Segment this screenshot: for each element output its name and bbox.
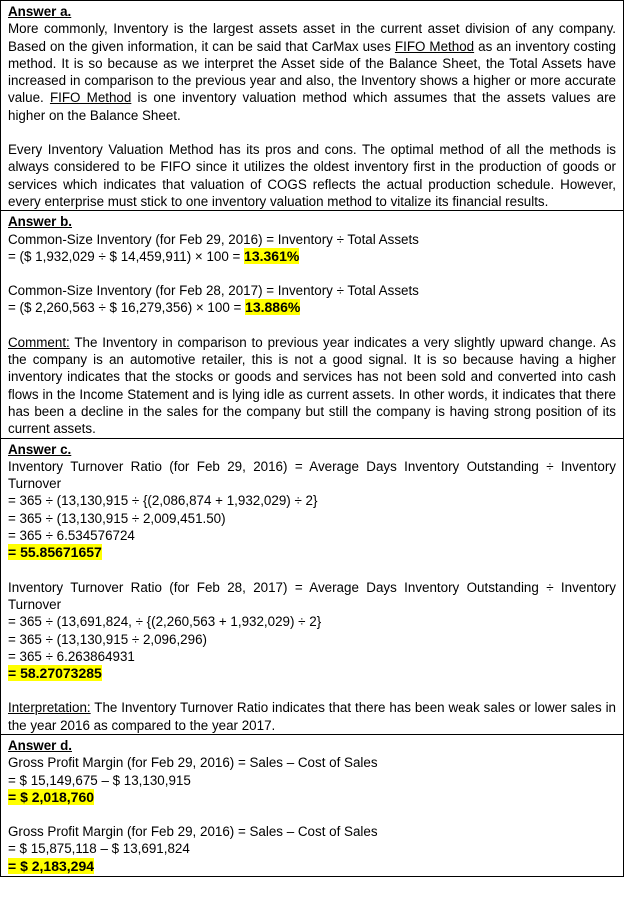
common-size-2016-formula: Common-Size Inventory (for Feb 29, 2016) = Inventory ÷ Total Assets [8, 231, 419, 247]
turnover-2017-step-2: = 365 ÷ (13,130,915 ÷ 2,096,296) [8, 631, 207, 647]
gross-profit-second-calc: = $ 15,875,118 – $ 13,691,824 [8, 841, 190, 857]
common-size-2017-result: 13.886% [245, 299, 301, 316]
answer-d-section [1, 734, 623, 876]
gross-profit-2016-formula: Gross Profit Margin (for Feb 29, 2016) = Sales – Cost of Sales [8, 755, 378, 771]
answer-b-section [1, 210, 623, 437]
turnover-2016-step-3: = 365 ÷ 6.534576724 [8, 528, 135, 544]
turnover-2016-step-2: = 365 ÷ (13,130,915 ÷ 2,009,451.50) [8, 510, 226, 526]
gross-profit-second-result: = $ 2,183,294 [8, 857, 95, 874]
turnover-2017-result: = 58.27073285 [8, 665, 102, 682]
turnover-2016-result: = 55.85671657 [8, 544, 102, 561]
turnover-2016-formula: Inventory Turnover Ratio (for Feb 29, 2016) = Average Days Inventory Outstanding ÷ Inventory Turnover [8, 458, 616, 492]
text-run: as an inventory costing method. It is so because as we interpret the Asset side of the Balance Sheet, the Total Assets have increased in comparison to the previous year and also, the Inventory shows a higher or more accurate value. [8, 38, 616, 106]
answer-a-paragraph-1 [8, 20, 616, 124]
answer-c-section [1, 438, 623, 734]
common-size-2016-result: 13.361% [244, 247, 300, 264]
text-run: is one inventory valuation method which assumes that the assets values are higher on the Balance Sheet. [8, 90, 616, 123]
text-run: More commonly, Inventory is the largest assets asset in the current asset division of any company. Based on the given information, it can be said that CarMax uses [8, 21, 616, 54]
answer-a-paragraph-2: Every Inventory Valuation Method has its pros and cons. The optimal method of all the methods is always considered to be FIFO since it utilizes the oldest inventory first in the production of goods or services which indicates that valuation of COGS reflects the actual production schedule. However, every enterprise must stick to one inventory valuation method to vitalize its financial results. [8, 142, 616, 209]
comment-label: Comment: [8, 334, 70, 350]
answer-a-heading: Answer a. [8, 4, 72, 19]
turnover-2017-formula: Inventory Turnover Ratio (for Feb 28, 2017) = Average Days Inventory Outstanding ÷ Inventory Turnover [8, 579, 616, 612]
calc-text: = ($ 2,260,563 ÷ $ 16,279,356) × 100 = [8, 300, 246, 316]
answer-b-heading: Answer b. [8, 214, 72, 230]
fifo-method-link-text: FIFO Method [394, 38, 475, 54]
turnover-2017-step-3: = 365 ÷ 6.263864931 [8, 648, 135, 664]
turnover-2016-step-1: = 365 ÷ (13,130,915 ÷ {(2,086,874 + 1,932,029) ÷ 2} [8, 493, 318, 509]
interpretation-text: The Inventory Turnover Ratio indicates that there has been weak sales or lower sales in the year 2016 as compared to the year 2017. [8, 700, 616, 733]
answer-d-heading: Answer d. [8, 737, 72, 753]
common-size-2017-formula: Common-Size Inventory (for Feb 28, 2017) = Inventory ÷ Total Assets [8, 283, 419, 299]
answer-b-comment [8, 334, 616, 438]
answer-c-interpretation [8, 699, 616, 734]
comment-text: The Inventory in comparison to previous year indicates a very slightly upward change. As the company is an automotive retailer, this is not a good signal. It is so because having a higher inventory indicates that the stocks or goods and services has not been sold and converted into cash flows in the Income Statement and is lying idle as current assets. In other words, it indicates that there has been a decline in the sales for the company but still the company is having strong position of its current assets. [8, 334, 616, 437]
calc-text: = ($ 1,932,029 ÷ $ 14,459,911) × 100 = [8, 248, 245, 264]
common-size-2017-calc [8, 299, 616, 316]
answer-a-section [1, 1, 623, 210]
turnover-2017-step-1: = 365 ÷ (13,691,824, ÷ {(2,260,563 + 1,932,029) ÷ 2} [8, 614, 322, 630]
gross-profit-second-formula: Gross Profit Margin (for Feb 29, 2016) = Sales – Cost of Sales [8, 824, 378, 840]
gross-profit-2016-calc: = $ 15,149,675 – $ 13,130,915 [8, 772, 191, 788]
fifo-method-link-text: FIFO Method [49, 90, 132, 106]
interpretation-label: Interpretation: [8, 700, 91, 716]
answer-c-heading: Answer c. [8, 441, 72, 457]
common-size-2016-calc [8, 248, 616, 265]
gross-profit-2016-result: = $ 2,018,760 [8, 788, 95, 805]
